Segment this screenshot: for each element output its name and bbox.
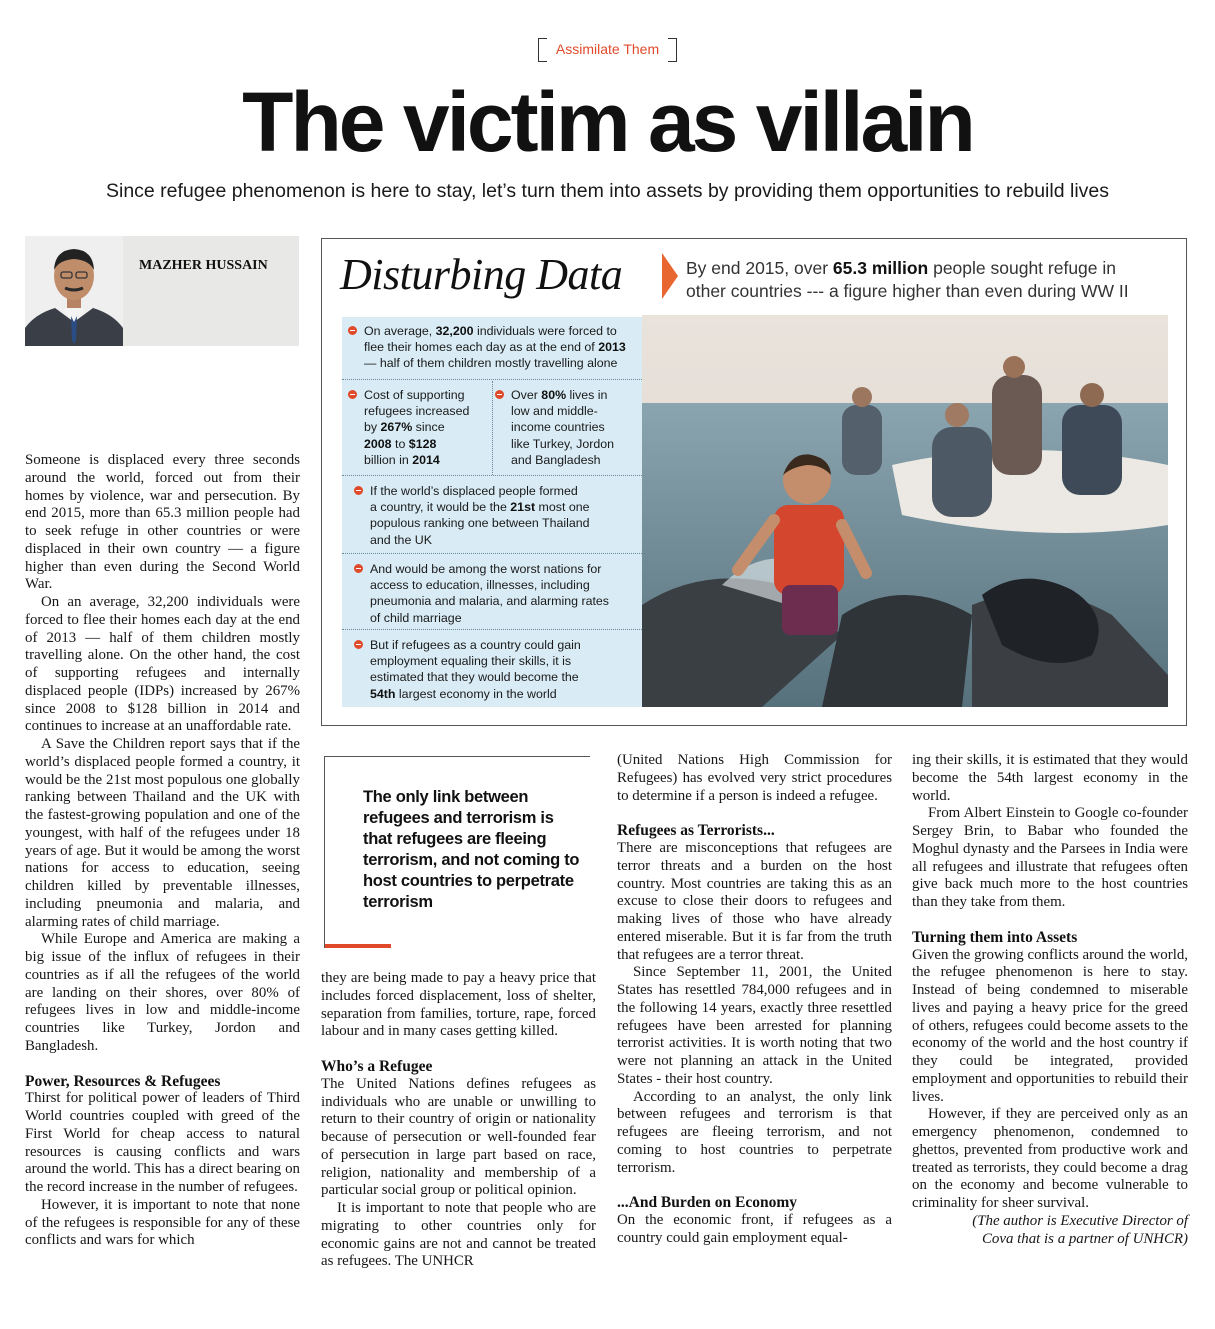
- paragraph: However, if they are perceived only as an emergency phenomenon, condemned to ghettos, prevented from productive work and treated as terrorists, they could become a drag on the economy and become vulnerable to criminality for sheer survival.: [912, 1106, 1188, 1211]
- bullet-icon: [354, 486, 363, 495]
- author-photo: [25, 236, 123, 346]
- section-heading: Who’s a Refugee: [321, 1058, 433, 1075]
- fact-item: And would be among the worst nations for access to education, illnesses, including pneumonia and malaria, and alarming rates of child marriage: [354, 561, 638, 626]
- section-kicker: [0, 38, 1215, 60]
- bullet-icon: [354, 640, 363, 649]
- author-note-line: (The author is Executive Director of: [972, 1212, 1188, 1229]
- subtitle-highlight: 65.3 million: [832, 258, 929, 278]
- disturbing-data-infobox: [321, 238, 1187, 726]
- section-heading: Refugees as Terrorists...: [617, 822, 775, 840]
- article-column-1: [25, 452, 300, 1250]
- arrow-icon: [662, 253, 678, 299]
- deck: Since refugee phenomenon is here to stay, let’s turn them into assets by providing them opportunities to rebuild lives: [105, 180, 1109, 202]
- paragraph: (United Nations High Commission for Refugees) has evolved very strict procedures to determine if a person is indeed a refugee.: [617, 752, 892, 804]
- bullet-icon: [354, 564, 363, 573]
- fact-item: Over 80% lives in low and middle- income countries like Turkey, Jordon and Bangladesh: [495, 387, 640, 468]
- paragraph: Someone is displaced every three seconds around the world, forced out from their homes by violence, war and persecution. By end 2015, more than 65.3 million people had to seek refuge in other countries or were displaced in their own country — a figure higher than even during the Second World War.: [25, 452, 300, 593]
- paragraph: Given the growing conflicts around the world, the refugee phenomenon is here to stay. Instead of being condemned to miserable lives and paying a heavy price for the greed of others, refugees could become assets to the economy of the world and the host country if they could be integrated, provided employment and opportunities to rebuild their lives.: [912, 946, 1188, 1105]
- infobox-subtitle: [686, 257, 1176, 303]
- article-column-4: [912, 752, 1188, 1248]
- kicker-label: Assimilate Them: [538, 38, 677, 60]
- subtitle-text: people sought refuge in: [928, 258, 1117, 278]
- paragraph: On an average, 32,200 individuals were forced to flee their homes each day at the end of 2013 — half of them children mostly travelling alone. On the other hand, the cost of supporting refugees and internally displaced people (IDPs) increased by 267% since 2008 to $128 billion in 2014 and continues to increase at an unaffordable rate.: [25, 594, 300, 735]
- divider: [342, 475, 644, 476]
- paragraph: ing their skills, it is estimated that they would become the 54th largest economy in the world.: [912, 752, 1188, 804]
- divider: [492, 381, 493, 475]
- subtitle-line2: other countries --- a figure higher than even during WW II: [686, 281, 1129, 301]
- accent-rule: [325, 944, 391, 948]
- headline: The victim as villain: [242, 75, 973, 169]
- bullet-icon: [348, 326, 357, 335]
- paragraph: There are misconceptions that refugees are terror threats and a burden on the host country. Most countries are taking this as an excuse to close their doors to refugees and making lives of those who have already entered miserable. But it is far from the truth that refugees are a terror threat.: [617, 840, 892, 963]
- divider: [342, 379, 644, 380]
- author-note-line: Cova that is a partner of UNHCR): [982, 1230, 1188, 1247]
- paragraph: It is important to note that people who are migrating to other countries only for economic gains are not and cannot be treated as refugees. The UNHCR: [321, 1200, 596, 1270]
- paragraph: they are being made to pay a heavy price that includes forced displacement, loss of shelter, separation from families, torture, rape, forced labour and in many cases getting killed.: [321, 970, 596, 1040]
- paragraph: On the economic front, if refugees as a country could gain employment equal-: [617, 1212, 892, 1246]
- pull-quote: [324, 756, 590, 948]
- paragraph: From Albert Einstein to Google co-founder Sergey Brin, to Babar who founded the Moghul dynasty and the Parsees in India were all refugees and illustrate that refugees often give back much more to the host countries than they take from them.: [912, 805, 1188, 910]
- paragraph: The United Nations defines refugees as individuals who are unable or unwilling to return to their country of origin or nationality because of persecution or well-founded fear of persecution in large part based on race, religion, nationality and membership of a particular social group or political opinion.: [321, 1075, 596, 1199]
- section-heading: Turning them into Assets: [912, 928, 1078, 946]
- section-heading: ...And Burden on Economy: [617, 1194, 798, 1212]
- section-heading: Power, Resources & Refugees: [25, 1072, 221, 1090]
- fact-item: But if refugees as a country could gain employment equaling their skills, it is estimated that they would become the 54th largest economy in the world: [354, 637, 638, 702]
- paragraph: While Europe and America are making a big issue of the influx of refugees in their countries as if all the refugees of the world are landing on their shores, over 80% of refugees lives in low and middle-income countries like Turkey, Jordon and Bangladesh.: [25, 931, 300, 1054]
- author-note: [912, 1213, 1188, 1249]
- fact-item: If the world’s displaced people formed a country, it would be the 21st most one populous ranking one between Thailand and the UK: [354, 483, 638, 548]
- subtitle-text: By end 2015, over: [686, 258, 833, 278]
- author-byline: [123, 236, 299, 346]
- author-name: MAZHER HUSSAIN: [139, 258, 268, 273]
- paragraph: Thirst for political power of leaders of Third World countries coupled with greed of the First World for cheap access to natural resources is causing conflicts and wars around the world. This has a direct bearing on the record increase in the number of refugees.: [25, 1090, 300, 1195]
- article-column-2: [321, 970, 596, 1271]
- article-column-3: [617, 752, 892, 1248]
- paragraph: According to an analyst, the only link between refugees and terrorism is that refugees are fleeing terrorism, and not coming to host countries to perpetrate terrorism.: [617, 1088, 892, 1176]
- facts-panel: [342, 317, 644, 707]
- fact-item: On average, 32,200 individuals were forced to flee their homes each day as at the end of 2013 — half of them children mostly travelling alone: [348, 323, 638, 372]
- paragraph: A Save the Children report says that if the world’s displaced people formed a country, it would be the 21st most populous one globally ranking between Thailand and the UK with the fastest-growing population and one of the youngest, with half of the refugees under 18 years of age. But it would be among the worst nations for access to education, seeing children killed by preventable illnesses, including pneumonia and malaria, and alarming rates of child marriage.: [25, 736, 300, 930]
- divider: [342, 553, 644, 554]
- infobox-title: Disturbing Data: [340, 250, 623, 299]
- divider: [342, 629, 644, 630]
- pull-quote-text: The only link between refugees and terrorism is that refugees are fleeing terrorism, and not coming to host countries to perpetrate terrorism: [363, 788, 580, 911]
- bullet-icon: [495, 390, 504, 399]
- fact-item: Cost of supporting refugees increased by 267% since 2008 to $128 billion in 2014: [348, 387, 488, 468]
- refugee-photo: [642, 315, 1168, 707]
- bullet-icon: [348, 390, 357, 399]
- paragraph: Since September 11, 2001, the United States has resettled 784,000 refugees and in the following 14 years, exactly three resettled refugees have been arrested for planning terrorist activities. It is worth noting that two were not planning an attack in the United States - their host country.: [617, 964, 892, 1087]
- paragraph: However, it is important to note that none of the refugees is responsible for any of these conflicts and wars for which: [25, 1196, 300, 1249]
